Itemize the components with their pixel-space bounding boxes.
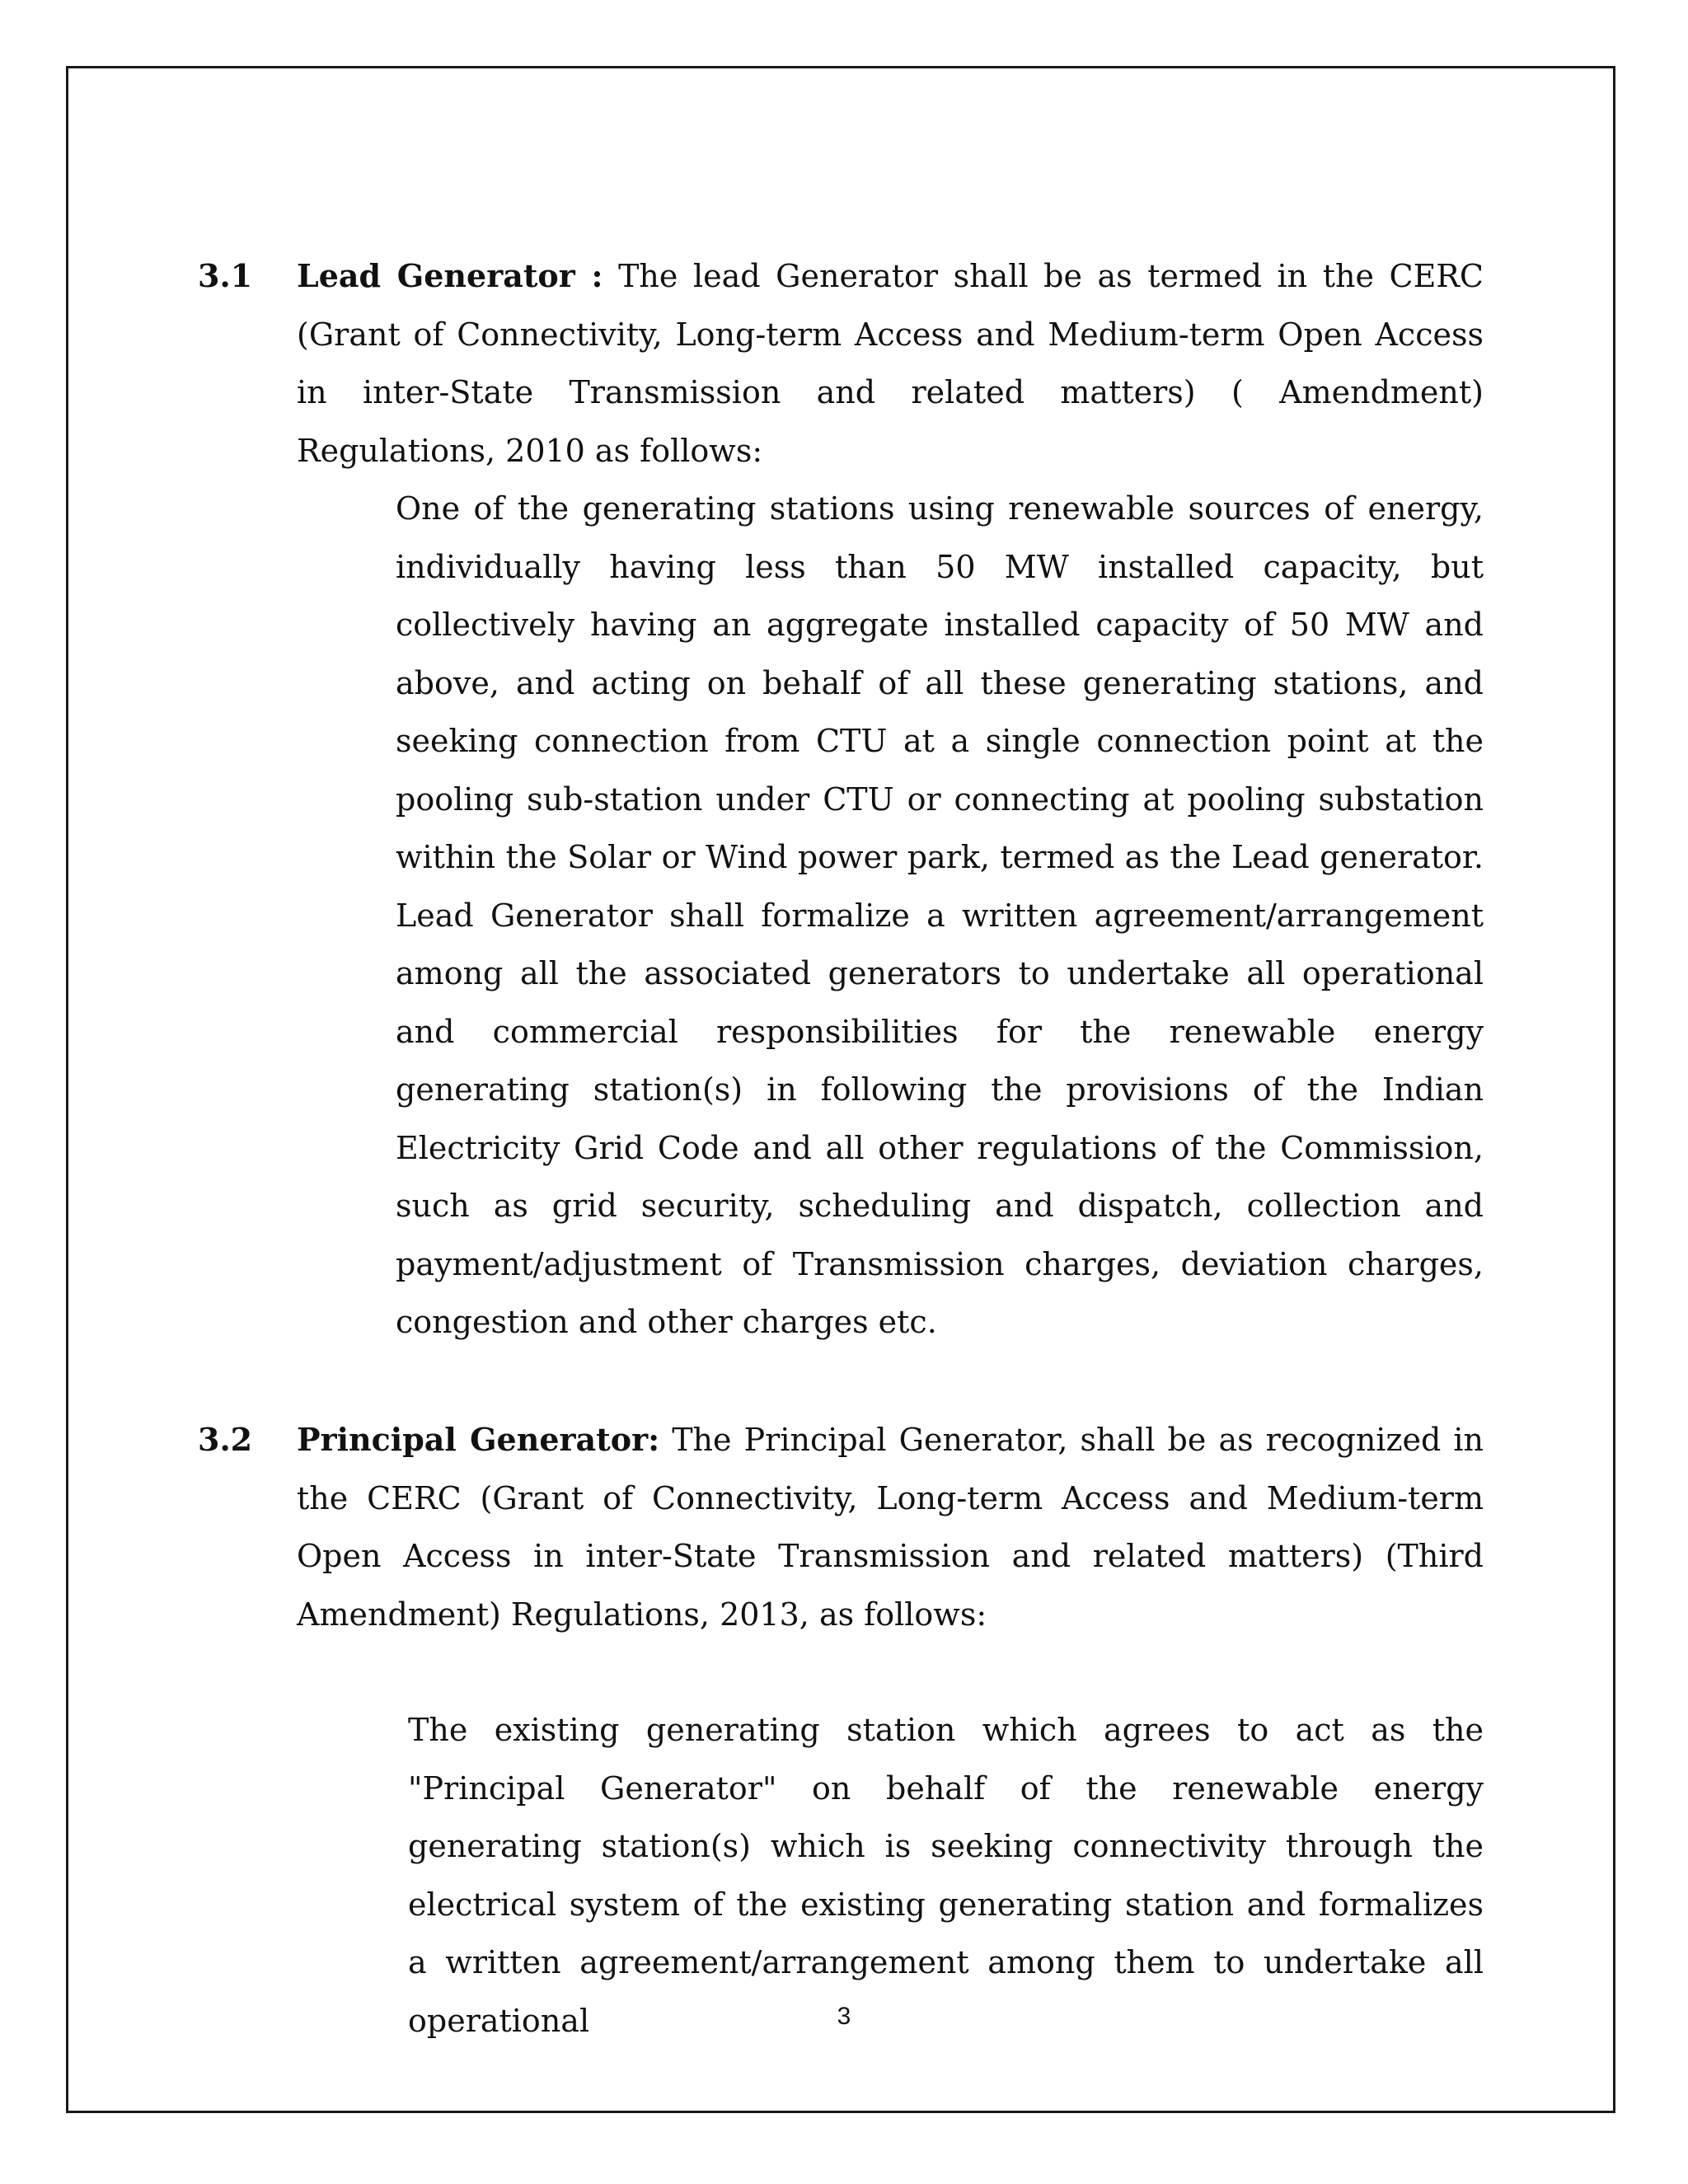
section-number: 3.1 [198, 257, 253, 294]
section-3-2 [198, 1411, 1484, 2050]
section-3-1 [198, 247, 1484, 1352]
section-intro [297, 247, 1484, 480]
section-title: Principal Generator: [297, 1421, 660, 1458]
page-number: 3 [837, 2003, 851, 2030]
section-intro-text: The Principal Generator, shall be as recognized in the CERC (Grant of Connectivity, Long-term Access and Medium-term Open Access in inter-State Transmission and related matters) (Third Amendment) Regulations, 2013, as follows: [297, 1422, 1484, 1633]
definition-quote: The existing generating station which agrees to act as the "Principal Generator" on behalf of the renewable energy generating station(s) which is seeking connectivity through the electrical system of the existing generating station and formalizes a written agreement/arrangement among them to undertake all operational [408, 1712, 1484, 2039]
section-intro [297, 1411, 1484, 1643]
section-intro-text: The lead Generator shall be as termed in the CERC (Grant of Connectivity, Long-term Access and Medium-term Open Access in inter-State Transmission and related matters) ( Amendment) Regulations, 2010 as follows: [297, 258, 1484, 469]
definition-quote: One of the generating stations using renewable sources of energy, individually having less than 50 MW installed capacity, but collectively having an aggregate installed capacity of 50 MW and above, and acting on behalf of all these generating stations, and seeking connection from CTU at a single connection point at the pooling sub-station under CTU or connecting at pooling substation within the Solar or Wind power park, termed as the Lead generator. Lead Generator shall formalize a written agreement/arrangement among all the associated generators to undertake all operational and commercial responsibilities for the renewable energy generating station(s) in following the provisions of the Indian Electricity Grid Code and all other regulations of the Commission, such as grid security, scheduling and dispatch, collection and payment/adjustment of Transmission charges, deviation charges, congestion and other charges etc. [396, 490, 1484, 1340]
section-number: 3.2 [198, 1421, 253, 1458]
section-title: Lead Generator : [297, 257, 603, 294]
